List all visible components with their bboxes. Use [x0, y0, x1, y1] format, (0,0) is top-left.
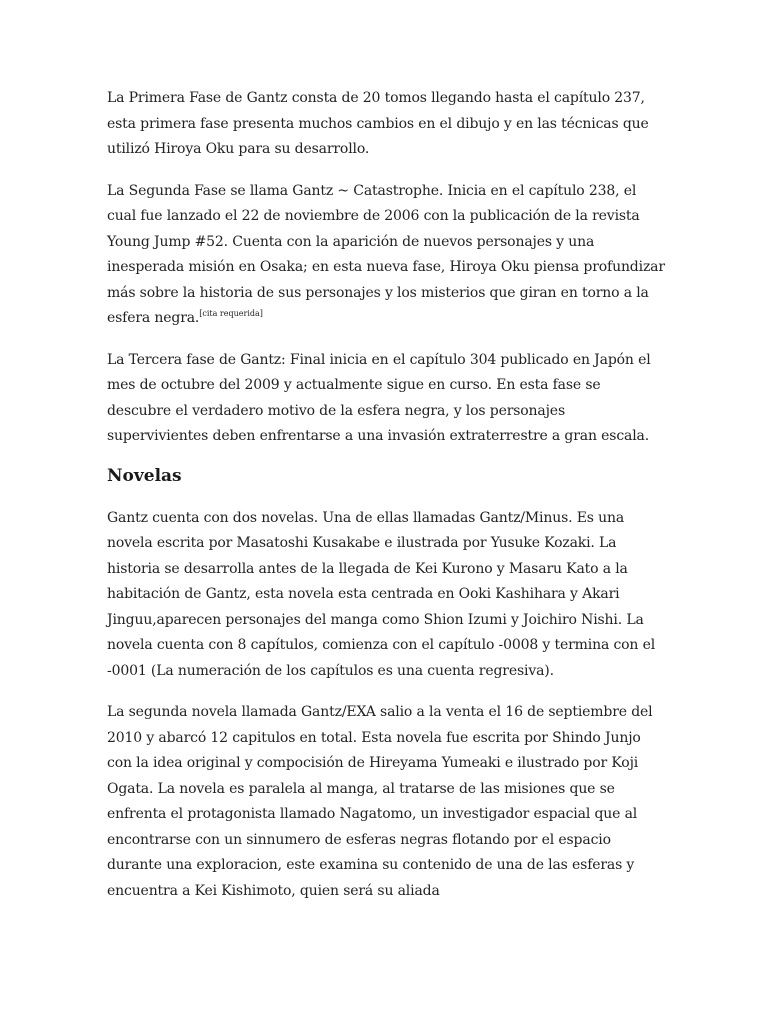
paragraph-segunda-fase: [107, 179, 665, 332]
citation-needed-link[interactable]: [cita requerida]: [199, 309, 263, 318]
paragraph-tercera-fase: [107, 348, 665, 450]
paragraph-text: Gantz cuenta con dos novelas. Una de ellas llamadas Gantz/Minus. Es una novela escrita por Masatoshi Kusakabe e ilustrada por Yusuke Kozaki. La historia se desarrolla antes de la llegada de Kei Kurono y Masaru Kato a la habitación de Gantz, esta novela esta centrada en Ooki Kashihara y Akari Jinguu,aparecen personajes del manga como Shion Izumi y Joichiro Nishi. La novela cuenta con 8 capítulos, comienza con el capítulo -0008 y termina con el -0001 (La numeración de los capítulos es una cuenta regresiva).: [107, 509, 656, 679]
paragraph-gantz-exa: [107, 700, 665, 904]
section-heading-novelas: Novelas: [107, 465, 182, 486]
paragraph-primera-fase: [107, 86, 665, 163]
paragraph-text: La Primera Fase de Gantz consta de 20 tomos llegando hasta el capítulo 237, esta primera fase presenta muchos cambios en el dibujo y en las técnicas que utilizó Hiroya Oku para su desarrollo.: [107, 90, 649, 157]
document-page: [107, 86, 665, 904]
paragraph-text: La Segunda Fase se llama Gantz ~ Catastrophe. Inicia en el capítulo 238, el cual fue lanzado el 22 de noviembre de 2006 con la publicación de la revista Young Jump #52. Cuenta con la aparición de nuevos personajes y una inesperada misión en Osaka; en esta nueva fase, Hiroya Oku piensa profundizar más sobre la historia de sus personajes y los misterios que giran en torno a la esfera negra.: [107, 182, 665, 326]
paragraph-gantz-minus: [107, 506, 665, 685]
paragraph-text: La segunda novela llamada Gantz/EXA salio a la venta el 16 de septiembre del 2010 y abarcó 12 capitulos en total. Esta novela fue escrita por Shindo Junjo con la idea original y compocisión de Hireyama Yumeaki e ilustrado por Koji Ogata. La novela es paralela al manga, al tratarse de las misiones que se enfrenta el protagonista llamado Nagatomo, un investigador espacial que al encontrarse con un sinnumero de esferas negras flotando por el espacio durante una exploracion, este examina su contenido de una de las esferas y encuentra a Kei Kishimoto, quien será su aliada: [107, 704, 653, 899]
paragraph-text: La Tercera fase de Gantz: Final inicia en el capítulo 304 publicado en Japón el mes de octubre del 2009 y actualmente sigue en curso. En esta fase se descubre el verdadero motivo de la esfera negra, y los personajes supervivientes deben enfrentarse a una invasión extraterrestre a gran escala.: [107, 351, 651, 444]
